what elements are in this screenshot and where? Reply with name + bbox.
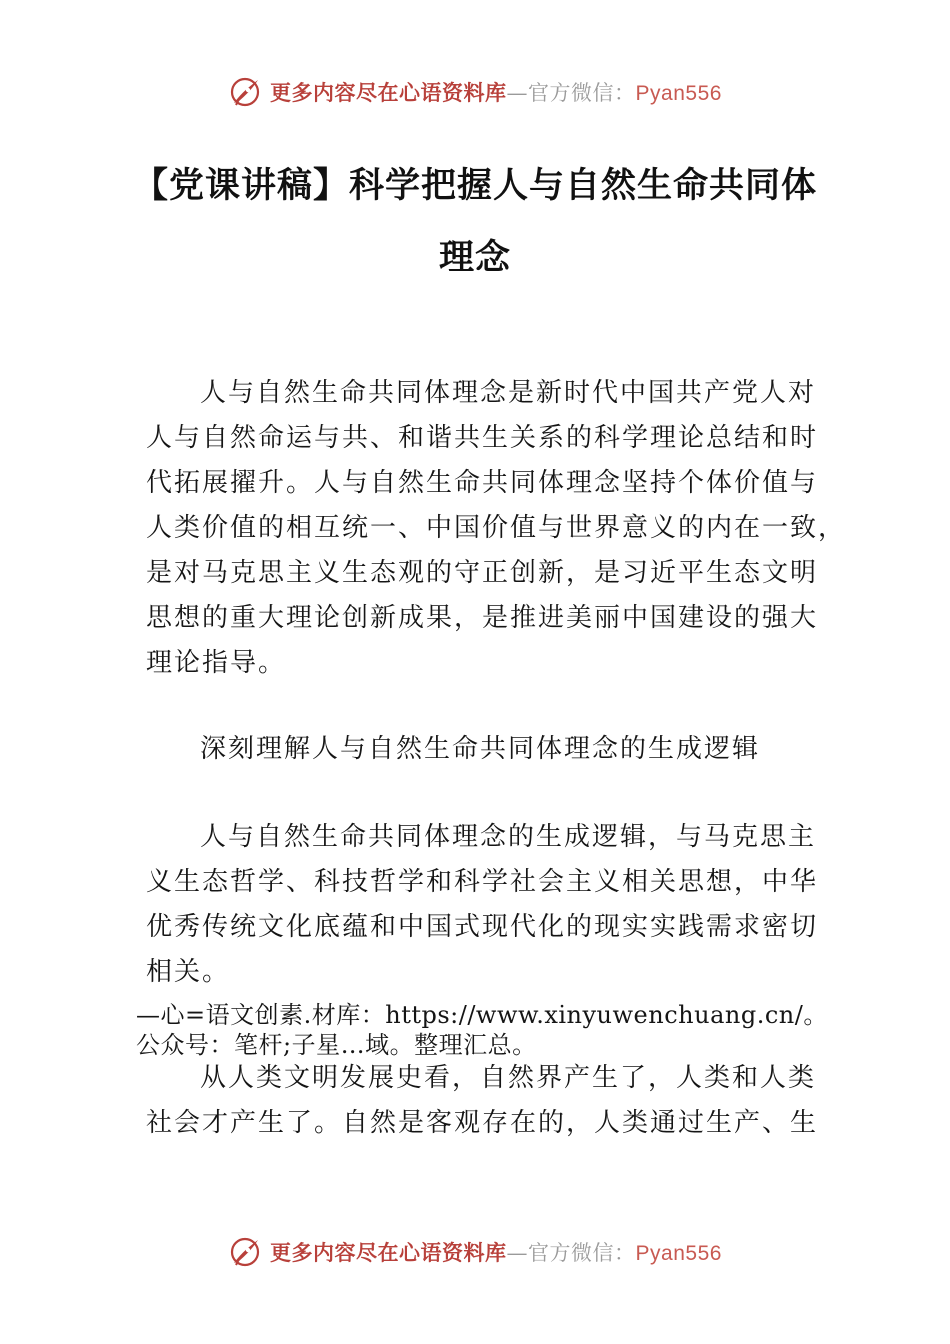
paragraph-1-line: 理论指导。	[146, 648, 287, 678]
quill-logo-icon	[228, 1235, 262, 1269]
watermark-separator: —官方微信：	[506, 81, 636, 105]
paragraph-2-line: 相关。	[146, 957, 231, 987]
source-note-line-2: 公众号：笔杆;子星…域。整理汇总。	[136, 1031, 537, 1059]
paragraph-1-line: 代拓展擢升。人与自然生命共同体理念坚持个体价值与	[146, 468, 819, 498]
source-note-line-1: —心=语文创素.材库：https://www.xinyuwenchuang.cn/。	[136, 1001, 828, 1029]
header-watermark	[0, 72, 950, 112]
document-title-line-1: 【党课讲稿】科学把握人与自然生命共同体	[132, 166, 817, 206]
paragraph-1-line: 人与自然命运与共、和谐共生关系的科学理论总结和时	[146, 423, 819, 453]
section-heading: 深刻理解人与自然生命共同体理念的生成逻辑	[200, 734, 761, 764]
paragraph-2-line: 优秀传统文化底蕴和中国式现代化的现实实践需求密切	[146, 912, 819, 942]
watermark-main: 更多内容尽在心语资料库	[270, 80, 507, 105]
watermark-text	[270, 77, 722, 107]
watermark-wechat-id: Pyan556	[635, 1242, 722, 1265]
paragraph-2-line: 人与自然生命共同体理念的生成逻辑，与马克思主	[200, 822, 817, 852]
paragraph-1-line: 是对马克思主义生态观的守正创新，是习近平生态文明	[146, 558, 819, 588]
watermark-wechat-id: Pyan556	[635, 82, 722, 105]
footer-watermark	[0, 1232, 950, 1272]
watermark-text	[270, 1237, 722, 1267]
watermark-main: 更多内容尽在心语资料库	[270, 1240, 507, 1265]
paragraph-1-line: 人类价值的相互统一、中国价值与世界意义的内在一致，	[146, 513, 847, 543]
paragraph-1-line: 思想的重大理论创新成果，是推进美丽中国建设的强大	[146, 603, 819, 633]
paragraph-2-line: 义生态哲学、科技哲学和科学社会主义相关思想，中华	[146, 867, 819, 897]
paragraph-3-line: 社会才产生了。自然是客观存在的，人类通过生产、生	[146, 1108, 819, 1138]
paragraph-1-line: 人与自然生命共同体理念是新时代中国共产党人对	[200, 378, 817, 408]
document-title-line-2: 理念	[438, 238, 511, 278]
quill-logo-icon	[228, 75, 262, 109]
watermark-separator: —官方微信：	[506, 1241, 636, 1265]
paragraph-3-line: 从人类文明发展史看，自然界产生了，人类和人类	[200, 1063, 817, 1093]
